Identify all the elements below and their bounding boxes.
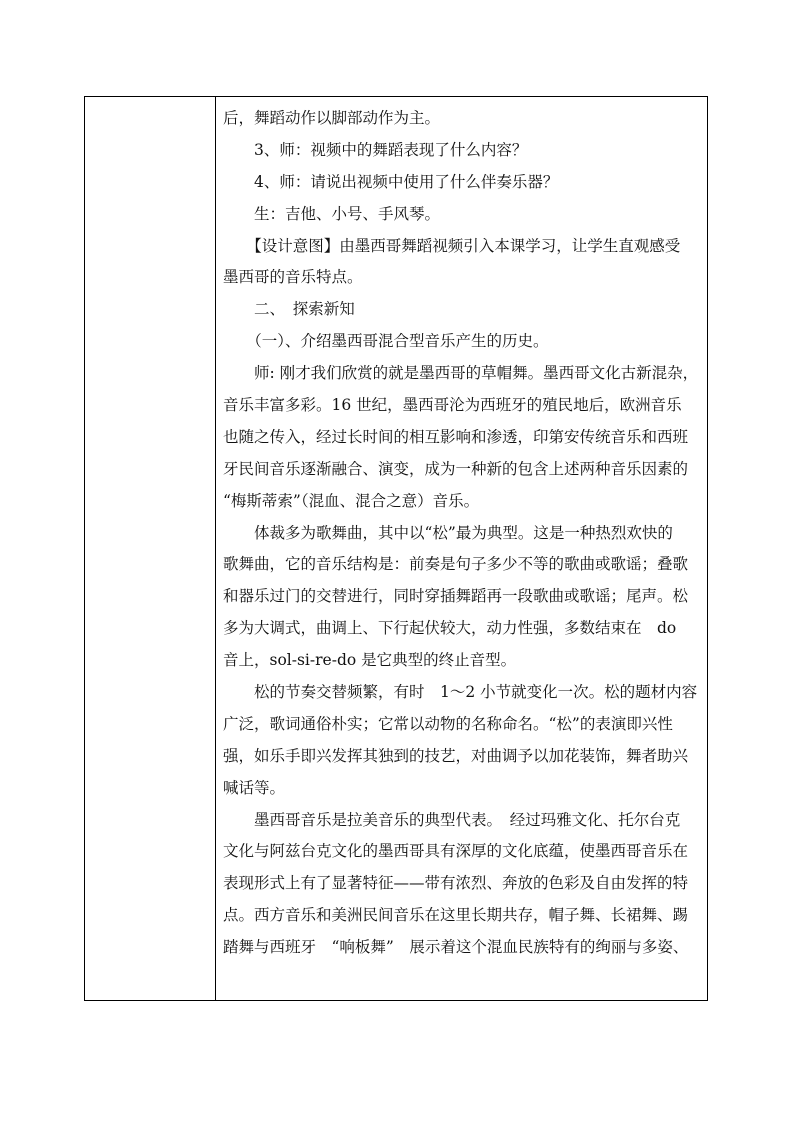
text-line: 后，舞蹈动作以脚部动作为主。 [223, 109, 441, 127]
text-line: 松的节奏交替频繁，有时 1～2 小节就变化一次。松的题材内容 [223, 683, 698, 702]
content-cell [216, 97, 707, 1000]
section-heading: 二、 探索新知 [223, 300, 355, 319]
text-line: 强，如乐手即兴发挥其独到的技艺，对曲调予以加花装饰，舞者助兴 [223, 746, 689, 765]
text-line: 多为大调式，曲调上、下行起伏较大，动力性强，多数结束在 do [223, 619, 677, 638]
text-line: 牙民间音乐逐渐融合、演变，成为一种新的包含上述两种音乐因素的 [223, 459, 689, 478]
text-line: 表现形式上有了显著特征——带有浓烈、奔放的色彩及自由发挥的特 [223, 874, 689, 893]
text-line: 和器乐过门的交替进行，同时穿插舞蹈再一段歌曲或歌谣；尾声。松 [223, 587, 689, 606]
left-column-cell [85, 97, 216, 1000]
text-line: 点。西方音乐和美洲民间音乐在这里长期共存，帽子舞、长裙舞、踢 [223, 906, 689, 925]
subsection-heading: （一）、介绍墨西哥混合型音乐产生的历史。 [223, 332, 549, 351]
text-line: “梅斯蒂索”（混血、混合之意）音乐。 [223, 491, 480, 510]
text-line: 音上，sol-si-re-do 是它典型的终止音型。 [223, 651, 517, 670]
text-line: 文化与阿兹台克文化的墨西哥具有深厚的文化底蕴，使墨西哥音乐在 [223, 842, 689, 861]
text-line: 师: 刚才我们欣赏的就是墨西哥的草帽舞。墨西哥文化古新混杂， [223, 364, 699, 383]
text-line: 墨西哥的音乐特点。 [223, 268, 363, 287]
text-line: 生：吉他、小号、手风琴。 [223, 204, 441, 223]
text-line: 4、师：请说出视频中使用了什么伴奏乐器？ [223, 172, 559, 191]
text-line: 歌舞曲，它的音乐结构是：前奏是句子多少不等的歌曲或歌谣；叠歌 [223, 555, 689, 574]
text-line: 喊话等。 [223, 778, 286, 797]
lesson-text [223, 103, 707, 964]
lesson-plan-table [84, 96, 708, 1001]
text-line: 广泛，歌词通俗朴实；它常以动物的名称命名。“松”的表演即兴性 [223, 714, 673, 733]
text-line: 踏舞与西班牙 “响板舞” 展示着这个混血民族特有的绚丽与多姿、 [223, 938, 689, 957]
text-line: 【设计意图】由墨西哥舞蹈视频引入本课学习，让学生直观感受 [223, 236, 681, 255]
text-line: 墨西哥音乐是拉美音乐的典型代表。 经过玛雅文化、托尔台克 [223, 810, 681, 829]
text-line: 3、师：视频中的舞蹈表现了什么内容？ [223, 140, 528, 159]
text-line: 体裁多为歌舞曲，其中以“松”最为典型。这是一种热烈欢快的 [223, 523, 673, 542]
text-line: 音乐丰富多彩。16 世纪，墨西哥沦为西班牙的殖民地后，欧洲音乐 [223, 396, 682, 415]
text-line: 也随之传入，经过长时间的相互影响和渗透，印第安传统音乐和西班 [223, 427, 689, 446]
